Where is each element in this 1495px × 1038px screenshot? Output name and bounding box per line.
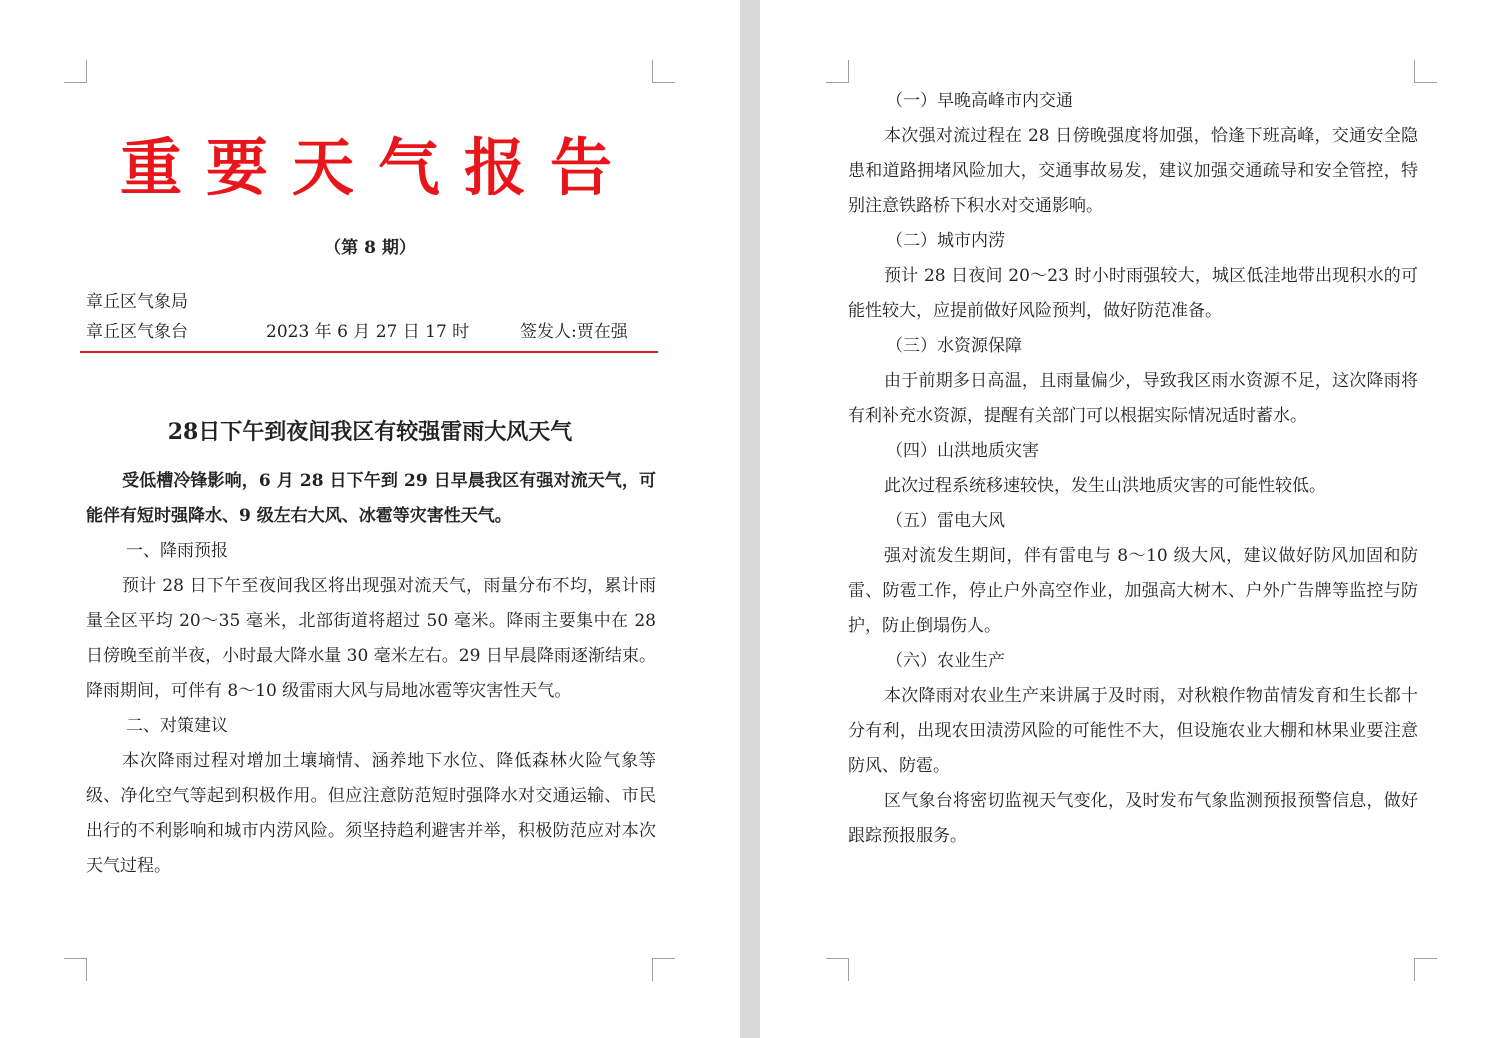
- crop-mark: [826, 958, 849, 981]
- left-body: [86, 464, 656, 884]
- agency-station: 章丘区气象台: [86, 322, 188, 342]
- subsection-paragraph: 本次降雨对农业生产来讲属于及时雨，对秋粮作物苗情发育和生长都十分有利，出现农田渍涝风险的可能性不大，但设施农业大棚和林果业要注意防风、防雹。: [848, 686, 1418, 776]
- subsection-heading: （二）城市内涝: [886, 231, 1005, 251]
- crop-mark: [652, 958, 675, 981]
- subsection-paragraph: 强对流发生期间，伴有雷电与 8～10 级大风，建议做好防风加固和防雷、防雹工作，停止户外高空作业，加强高大树木、户外广告牌等监控与防护，防止倒塌伤人。: [848, 546, 1418, 636]
- report-title: 重要天气报告: [120, 131, 637, 204]
- right-body: [848, 84, 1418, 854]
- subsection-heading: （六）农业生产: [886, 651, 1005, 671]
- subsection-paragraph: 本次强对流过程在 28 日傍晚强度将加强，恰逢下班高峰，交通安全隐患和道路拥堵风险加大，交通事故易发，建议加强交通疏导和安全管控，特别注意铁路桥下积水对交通影响。: [848, 126, 1418, 216]
- lead-paragraph: 受低槽冷锋影响，6 月 28 日下午到 29 日早晨我区有强对流天气，可能伴有短时强降水、9 级左右大风、冰雹等灾害性天气。: [86, 471, 656, 526]
- issue-number: （第 8 期）: [324, 238, 416, 258]
- subsection-paragraph: 预计 28 日夜间 20～23 时小时雨强较大，城区低洼地带出现积水的可能性较大，应提前做好风险预判，做好防范准备。: [848, 266, 1418, 321]
- section-paragraph: 预计 28 日下午至夜间我区将出现强对流天气，雨量分布不均，累计雨量全区平均 20～35 毫米，北部街道将超过 50 毫米。降雨主要集中在 28 日傍晚至前半夜，小时最大降水量 30 毫米左右。29 日早晨降雨逐渐结束。降雨期间，可伴有 8～10 级雷雨大风与局地冰雹等灾害性天气。: [86, 576, 656, 701]
- crop-mark: [64, 60, 87, 83]
- issue-date: 2023 年 6 月 27 日 17 时: [266, 322, 470, 342]
- closing-paragraph: 区气象台将密切监视天气变化，及时发布气象监测预报预警信息，做好跟踪预报服务。: [848, 791, 1418, 846]
- signer: 签发人:贾在强: [520, 322, 628, 342]
- page-left: [0, 0, 740, 1038]
- crop-mark: [826, 60, 849, 83]
- subsection-heading: （四）山洪地质灾害: [886, 441, 1039, 461]
- headline: 28日下午到夜间我区有较强雷雨大风天气: [167, 419, 573, 445]
- section-heading: 一、降雨预报: [126, 541, 228, 561]
- agency-bureau: 章丘区气象局: [86, 292, 188, 312]
- subsection-paragraph: 由于前期多日高温，且雨量偏少，导致我区雨水资源不足，这次降雨将有利补充水资源，提醒有关部门可以根据实际情况适时蓄水。: [848, 371, 1418, 426]
- subsection-heading: （三）水资源保障: [886, 336, 1022, 356]
- crop-mark: [1414, 60, 1437, 83]
- subsection-heading: （一）早晚高峰市内交通: [886, 91, 1073, 111]
- subsection-paragraph: 此次过程系统移速较快，发生山洪地质灾害的可能性较低。: [884, 476, 1326, 496]
- subsection-heading: （五）雷电大风: [886, 511, 1005, 531]
- crop-mark: [1414, 958, 1437, 981]
- red-divider: [80, 351, 658, 353]
- section-heading: 二、对策建议: [126, 716, 228, 736]
- crop-mark: [64, 958, 87, 981]
- page-gutter: [740, 0, 760, 1038]
- page-right: [760, 0, 1495, 1038]
- crop-mark: [652, 60, 675, 83]
- section-paragraph: 本次降雨过程对增加土壤墒情、涵养地下水位、降低森林火险气象等级、净化空气等起到积极作用。但应注意防范短时强降水对交通运输、市民出行的不利影响和城市内涝风险。须坚持趋利避害并举，积极防范应对本次天气过程。: [86, 751, 656, 876]
